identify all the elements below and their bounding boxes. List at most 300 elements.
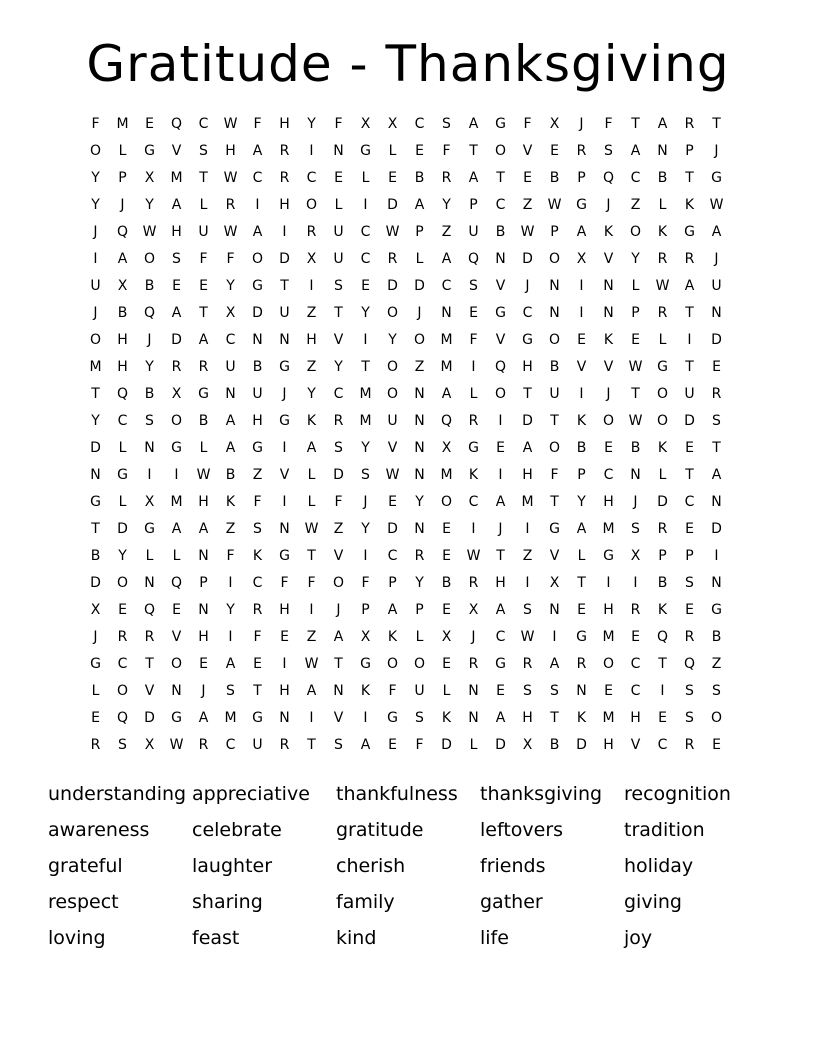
grid-letter: L <box>577 548 586 564</box>
grid-letter: P <box>631 305 640 321</box>
grid-row <box>82 138 734 165</box>
grid-letter: G <box>495 656 506 672</box>
grid-letter: C <box>522 305 533 321</box>
grid-letter: I <box>174 467 179 483</box>
grid-letter: H <box>522 467 533 483</box>
grid-letter: L <box>415 629 424 645</box>
grid-letter: Y <box>91 170 100 186</box>
grid-letter: J <box>714 143 719 159</box>
grid-letter: A <box>441 386 452 402</box>
grid-letter: T <box>550 413 559 429</box>
grid-letter: K <box>360 683 371 699</box>
grid-letter: G <box>252 278 263 294</box>
grid-letter: O <box>386 656 399 672</box>
grid-letter: M <box>521 494 534 510</box>
grid-letter: Y <box>631 251 640 267</box>
grid-letter: O <box>413 332 426 348</box>
grid-letter: Q <box>656 629 669 645</box>
grid-letter: M <box>602 521 615 537</box>
grid-letter: J <box>282 386 287 402</box>
grid-letter: Q <box>602 170 615 186</box>
grid-letter: J <box>147 332 152 348</box>
grid-letter: O <box>89 143 102 159</box>
grid-letter: J <box>714 251 719 267</box>
grid-letter: Z <box>333 521 344 537</box>
grid-letter: E <box>388 170 397 186</box>
grid-letter: S <box>712 683 721 699</box>
grid-letter: C <box>252 170 263 186</box>
grid-letter: O <box>413 656 426 672</box>
grid-letter: A <box>630 143 641 159</box>
grid-letter: S <box>415 710 424 726</box>
grid-letter: A <box>117 251 128 267</box>
grid-letter: H <box>603 602 614 618</box>
grid-letter: D <box>441 737 452 753</box>
grid-letter: Z <box>522 548 533 564</box>
grid-row <box>82 651 734 678</box>
grid-letter: N <box>603 278 614 294</box>
grid-letter: Q <box>494 359 507 375</box>
grid-letter: C <box>387 548 398 564</box>
grid-letter: I <box>498 467 503 483</box>
grid-letter: T <box>496 170 505 186</box>
word-list-item: celebrate <box>192 819 282 841</box>
grid-letter: E <box>496 683 505 699</box>
grid-letter: M <box>602 629 615 645</box>
grid-letter: T <box>145 656 154 672</box>
grid-letter: V <box>333 710 344 726</box>
grid-letter: D <box>522 251 533 267</box>
grid-letter: E <box>442 602 451 618</box>
grid-letter: M <box>602 710 615 726</box>
grid-letter: I <box>714 548 719 564</box>
grid-letter: C <box>684 494 695 510</box>
grid-letter: K <box>387 629 398 645</box>
word-list-item: leftovers <box>480 819 564 841</box>
grid-letter: A <box>576 521 587 537</box>
grid-letter: A <box>198 521 209 537</box>
grid-letter: N <box>333 683 344 699</box>
grid-letter: F <box>388 683 397 699</box>
grid-letter: H <box>306 332 317 348</box>
grid-letter: Y <box>226 278 235 294</box>
grid-letter: I <box>552 629 557 645</box>
grid-letter: K <box>603 332 614 348</box>
grid-letter: Z <box>306 305 317 321</box>
grid-letter: N <box>657 143 668 159</box>
grid-letter: N <box>279 332 290 348</box>
grid-letter: I <box>363 548 368 564</box>
grid-letter: X <box>441 440 452 456</box>
word-list-item: cherish <box>336 855 406 877</box>
grid-letter: N <box>549 305 560 321</box>
grid-letter: T <box>280 278 289 294</box>
grid-letter: X <box>441 629 452 645</box>
grid-letter: I <box>147 467 152 483</box>
grid-letter: W <box>223 116 238 132</box>
grid-letter: G <box>279 359 290 375</box>
grid-letter: R <box>279 143 290 159</box>
grid-letter: D <box>252 305 263 321</box>
grid-letter: R <box>198 359 209 375</box>
grid-letter: S <box>172 251 181 267</box>
grid-letter: L <box>118 494 127 510</box>
grid-letter: F <box>442 143 451 159</box>
grid-letter: S <box>469 278 478 294</box>
grid-letter: E <box>712 359 721 375</box>
grid-letter: O <box>251 251 264 267</box>
grid-letter: F <box>91 116 100 132</box>
word-list-item: sharing <box>192 891 263 913</box>
grid-letter: Y <box>415 494 424 510</box>
grid-letter: R <box>576 143 587 159</box>
grid-letter: E <box>685 521 694 537</box>
grid-letter: R <box>279 737 290 753</box>
grid-letter: A <box>468 170 479 186</box>
grid-letter: Y <box>226 602 235 618</box>
grid-letter: G <box>387 710 398 726</box>
grid-letter: E <box>658 710 667 726</box>
grid-letter: A <box>414 197 425 213</box>
grid-letter: D <box>522 413 533 429</box>
grid-letter: T <box>253 683 262 699</box>
grid-letter: L <box>172 548 181 564</box>
grid-letter: L <box>469 737 478 753</box>
grid-letter: L <box>469 386 478 402</box>
grid-letter: X <box>144 737 155 753</box>
grid-letter: L <box>658 467 667 483</box>
grid-letter: E <box>334 170 343 186</box>
grid-letter: G <box>360 143 371 159</box>
grid-letter: A <box>225 413 236 429</box>
grid-letter: O <box>332 575 345 591</box>
grid-letter: N <box>576 683 587 699</box>
grid-letter: R <box>225 197 236 213</box>
grid-letter: P <box>469 197 478 213</box>
grid-letter: H <box>495 575 506 591</box>
grid-letter: X <box>171 386 182 402</box>
grid-letter: L <box>388 143 397 159</box>
grid-row <box>82 408 734 435</box>
grid-letter: T <box>658 656 667 672</box>
grid-letter: D <box>90 575 101 591</box>
grid-letter: T <box>199 170 208 186</box>
grid-letter: C <box>117 413 128 429</box>
grid-letter: J <box>93 224 98 240</box>
grid-letter: G <box>90 656 101 672</box>
grid-letter: O <box>170 656 183 672</box>
grid-letter: F <box>361 575 370 591</box>
grid-letter: R <box>657 521 668 537</box>
grid-letter: R <box>279 170 290 186</box>
grid-letter: X <box>144 494 155 510</box>
grid-letter: E <box>388 737 397 753</box>
grid-letter: T <box>685 305 694 321</box>
grid-row <box>82 381 734 408</box>
grid-letter: N <box>225 386 236 402</box>
grid-letter: N <box>414 413 425 429</box>
grid-letter: W <box>520 629 535 645</box>
grid-letter: W <box>169 737 184 753</box>
grid-letter: S <box>334 278 343 294</box>
grid-letter: T <box>469 143 478 159</box>
grid-letter: M <box>170 170 183 186</box>
grid-letter: U <box>279 305 290 321</box>
word-list-item: family <box>336 891 395 913</box>
grid-letter: S <box>118 737 127 753</box>
grid-letter: R <box>198 737 209 753</box>
grid-letter: O <box>116 575 129 591</box>
word-list-item: holiday <box>624 855 694 877</box>
grid-letter: T <box>550 494 559 510</box>
grid-letter: H <box>522 359 533 375</box>
grid-letter: V <box>549 548 560 564</box>
grid-letter: E <box>442 656 451 672</box>
grid-letter: D <box>576 737 587 753</box>
grid-letter: Q <box>143 305 156 321</box>
grid-letter: G <box>711 602 722 618</box>
grid-letter: U <box>252 737 263 753</box>
grid-letter: Z <box>630 197 641 213</box>
grid-letter: V <box>333 548 344 564</box>
grid-letter: P <box>685 548 694 564</box>
grid-letter: L <box>145 548 154 564</box>
grid-letter: N <box>414 440 425 456</box>
grid-letter: B <box>549 170 560 186</box>
grid-letter: U <box>198 224 209 240</box>
grid-letter: L <box>415 251 424 267</box>
grid-letter: J <box>201 683 206 699</box>
grid-letter: E <box>685 602 694 618</box>
grid-letter: U <box>333 224 344 240</box>
grid-letter: E <box>280 629 289 645</box>
grid-letter: H <box>252 413 263 429</box>
grid-letter: X <box>306 251 317 267</box>
grid-letter: Z <box>306 629 317 645</box>
grid-letter: I <box>579 278 584 294</box>
grid-letter: A <box>171 305 182 321</box>
grid-letter: L <box>91 683 100 699</box>
grid-letter: I <box>282 494 287 510</box>
grid-letter: L <box>307 467 316 483</box>
grid-letter: N <box>549 602 560 618</box>
grid-letter: X <box>522 737 533 753</box>
grid-letter: A <box>684 278 695 294</box>
grid-letter: G <box>468 440 479 456</box>
grid-letter: I <box>525 521 530 537</box>
grid-letter: D <box>117 521 128 537</box>
grid-letter: R <box>522 656 533 672</box>
word-list-item: appreciative <box>192 783 310 805</box>
grid-letter: M <box>89 359 102 375</box>
grid-letter: H <box>117 359 128 375</box>
grid-letter: W <box>466 548 481 564</box>
grid-letter: H <box>522 710 533 726</box>
grid-letter: K <box>306 413 317 429</box>
grid-letter: F <box>334 494 343 510</box>
grid-letter: U <box>684 386 695 402</box>
grid-letter: C <box>657 737 668 753</box>
grid-letter: E <box>523 170 532 186</box>
grid-letter: G <box>90 494 101 510</box>
grid-letter: S <box>631 521 640 537</box>
grid-letter: G <box>252 440 263 456</box>
grid-letter: O <box>602 413 615 429</box>
word-list-item: respect <box>48 891 119 913</box>
grid-letter: A <box>252 143 263 159</box>
grid-letter: Z <box>711 656 722 672</box>
grid-letter: F <box>226 251 235 267</box>
grid-letter: I <box>282 656 287 672</box>
grid-letter: Q <box>143 602 156 618</box>
grid-letter: T <box>577 575 586 591</box>
grid-letter: B <box>657 575 668 591</box>
grid-letter: L <box>334 197 343 213</box>
grid-row <box>82 111 734 138</box>
grid-letter: W <box>304 521 319 537</box>
grid-letter: H <box>198 629 209 645</box>
grid-letter: T <box>712 440 721 456</box>
grid-letter: O <box>494 143 507 159</box>
grid-letter: Z <box>441 224 452 240</box>
grid-letter: S <box>334 737 343 753</box>
grid-letter: I <box>363 710 368 726</box>
grid-letter: H <box>198 494 209 510</box>
grid-letter: E <box>577 602 586 618</box>
grid-letter: L <box>361 170 370 186</box>
grid-letter: I <box>471 521 476 537</box>
grid-letter: U <box>549 386 560 402</box>
grid-letter: X <box>225 305 236 321</box>
grid-letter: D <box>684 413 695 429</box>
grid-letter: C <box>306 170 317 186</box>
grid-letter: N <box>414 386 425 402</box>
grid-letter: A <box>387 602 398 618</box>
grid-letter: D <box>333 467 344 483</box>
grid-letter: S <box>145 413 154 429</box>
grid-letter: P <box>550 224 559 240</box>
grid-letter: R <box>144 629 155 645</box>
grid-letter: C <box>360 251 371 267</box>
grid-letter: J <box>417 305 422 321</box>
grid-letter: R <box>333 413 344 429</box>
grid-letter: N <box>144 575 155 591</box>
grid-letter: M <box>170 494 183 510</box>
grid-letter: Y <box>388 332 397 348</box>
grid-letter: V <box>279 467 290 483</box>
grid-letter: V <box>387 440 398 456</box>
grid-letter: T <box>307 548 316 564</box>
grid-row <box>82 489 734 516</box>
grid-letter: E <box>172 602 181 618</box>
grid-letter: N <box>414 521 425 537</box>
grid-letter: I <box>282 440 287 456</box>
grid-letter: F <box>415 737 424 753</box>
grid-letter: I <box>606 575 611 591</box>
grid-letter: H <box>171 224 182 240</box>
grid-row <box>82 246 734 273</box>
grid-letter: O <box>548 251 561 267</box>
grid-letter: V <box>144 683 155 699</box>
grid-letter: O <box>143 251 156 267</box>
grid-letter: N <box>171 683 182 699</box>
grid-letter: B <box>441 575 452 591</box>
grid-letter: O <box>710 710 723 726</box>
grid-letter: Y <box>577 494 586 510</box>
grid-letter: I <box>363 332 368 348</box>
grid-letter: I <box>309 710 314 726</box>
grid-letter: W <box>223 224 238 240</box>
grid-letter: U <box>333 251 344 267</box>
grid-letter: E <box>631 629 640 645</box>
grid-row <box>82 354 734 381</box>
grid-letter: L <box>658 332 667 348</box>
grid-letter: L <box>442 683 451 699</box>
grid-letter: B <box>252 359 263 375</box>
grid-letter: A <box>198 332 209 348</box>
grid-letter: A <box>333 629 344 645</box>
grid-letter: Q <box>170 575 183 591</box>
grid-letter: M <box>440 467 453 483</box>
grid-letter: E <box>442 521 451 537</box>
grid-letter: L <box>658 197 667 213</box>
grid-letter: N <box>252 332 263 348</box>
grid-letter: G <box>576 197 587 213</box>
grid-letter: F <box>253 494 262 510</box>
grid-letter: C <box>603 467 614 483</box>
grid-letter: P <box>388 575 397 591</box>
grid-letter: N <box>603 305 614 321</box>
grid-letter: G <box>576 629 587 645</box>
grid-letter: S <box>442 116 451 132</box>
grid-letter: G <box>279 548 290 564</box>
grid-letter: Z <box>522 197 533 213</box>
grid-letter: N <box>711 494 722 510</box>
grid-letter: P <box>577 170 586 186</box>
grid-letter: D <box>387 521 398 537</box>
grid-letter: U <box>252 386 263 402</box>
grid-letter: C <box>252 575 263 591</box>
grid-letter: V <box>576 359 587 375</box>
grid-letter: J <box>93 629 98 645</box>
grid-letter: A <box>711 224 722 240</box>
grid-letter: R <box>684 116 695 132</box>
grid-letter: I <box>579 386 584 402</box>
grid-letter: P <box>658 548 667 564</box>
grid-letter: R <box>684 737 695 753</box>
grid-letter: R <box>306 224 317 240</box>
grid-letter: I <box>228 575 233 591</box>
grid-letter: T <box>307 737 316 753</box>
grid-letter: O <box>89 332 102 348</box>
grid-letter: W <box>709 197 724 213</box>
grid-letter: O <box>656 413 669 429</box>
grid-letter: M <box>440 359 453 375</box>
grid-letter: E <box>388 494 397 510</box>
grid-letter: R <box>657 251 668 267</box>
grid-letter: L <box>118 143 127 159</box>
grid-letter: B <box>144 278 155 294</box>
grid-letter: E <box>199 278 208 294</box>
grid-letter: R <box>684 251 695 267</box>
grid-letter: V <box>495 332 506 348</box>
grid-letter: Y <box>415 575 424 591</box>
grid-letter: G <box>495 116 506 132</box>
grid-letter: E <box>91 710 100 726</box>
grid-letter: S <box>685 575 694 591</box>
grid-letter: X <box>360 116 371 132</box>
grid-letter: A <box>576 224 587 240</box>
